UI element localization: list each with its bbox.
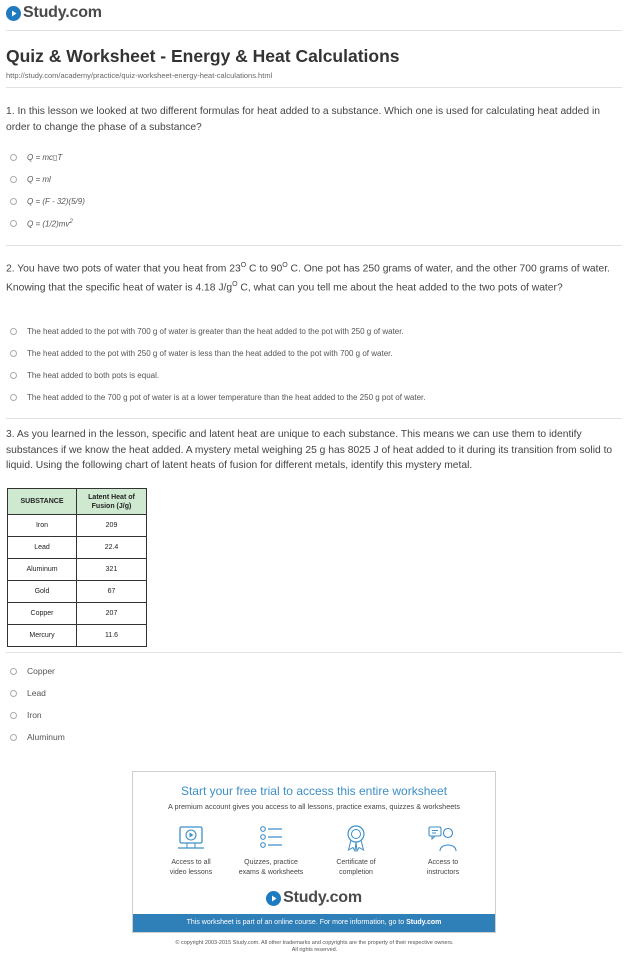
logo-text: Study.com (23, 4, 102, 21)
table-cell: Aluminum (8, 559, 77, 581)
latent-heat-table (7, 488, 147, 647)
feature-label (403, 858, 483, 877)
radio-button[interactable] (10, 712, 17, 719)
radio-button[interactable] (10, 198, 17, 205)
question-2-option-3[interactable] (10, 371, 159, 380)
question-3-text: 3. As you learned in the lesson, specific and latent heat are unique to each substance. This means we can use them to identify substances if we know the heat added. A mystery metal weighing 25 g has 8025 J of heat added to it during its transition from solid to liquid. Using the following chart of latent heats of fusion for different metals, identify this mystery metal. (6, 429, 613, 471)
feature-line: Quizzes, practice (244, 859, 298, 866)
question-1-option-1[interactable] (10, 153, 62, 162)
divider (6, 245, 622, 246)
table-cell: 321 (77, 559, 147, 581)
logo-text: Study.com (283, 889, 362, 906)
question-2-text (6, 258, 618, 296)
divider (6, 652, 622, 653)
table-cell: Copper (8, 603, 77, 625)
table-header-row (8, 489, 147, 515)
option-label: Lead (27, 688, 46, 698)
table-cell: Lead (8, 537, 77, 559)
table-cell: 209 (77, 515, 147, 537)
divider (6, 87, 622, 88)
option-label: The heat added to the 700 g pot of water is at a lower temperature than the heat added to the 250 g pot of water. (27, 393, 426, 402)
feature-label (151, 858, 231, 877)
question-3-option-3[interactable] (10, 710, 42, 720)
study-link[interactable]: Study.com (406, 919, 442, 926)
play-icon (6, 6, 21, 21)
table-row (8, 603, 147, 625)
free-trial-promo (132, 771, 496, 933)
page-url: http://study.com/academy/practice/quiz-worksheet-energy-heat-calculations.html (6, 71, 273, 80)
feature-label (231, 858, 311, 877)
table-cell: 11.6 (77, 625, 147, 647)
table-cell: Mercury (8, 625, 77, 647)
table-row (8, 537, 147, 559)
degree-symbol: O (240, 262, 247, 269)
degree-symbol: O (232, 280, 238, 288)
radio-button[interactable] (10, 690, 17, 697)
radio-button[interactable] (10, 176, 17, 183)
certificate-icon (341, 824, 371, 852)
feature-line: exams & worksheets (238, 868, 304, 876)
video-lessons-icon (176, 824, 206, 852)
promo-info-bar (133, 914, 495, 932)
option-label: The heat added to the pot with 250 g of water is less than the heat added to the pot with 700 g of water. (27, 349, 393, 358)
feature-instructors (403, 824, 483, 877)
radio-button[interactable] (10, 372, 17, 379)
question-2-part: C to 90 (246, 263, 283, 275)
promo-bar-text: This worksheet is part of an online course. For more information, go to (186, 919, 407, 926)
radio-button[interactable] (10, 394, 17, 401)
table-cell: Gold (8, 581, 77, 603)
instructors-icon (428, 824, 458, 852)
table-cell: 67 (77, 581, 147, 603)
table-header: Latent Heat of Fusion (J/g) (77, 489, 147, 515)
table-cell: 207 (77, 603, 147, 625)
feature-line: Access to all (171, 859, 211, 866)
rights-line: All rights reserved. (291, 947, 338, 953)
table-row (8, 625, 147, 647)
option-label: Q = (F - 32)(5/9) (27, 197, 85, 206)
radio-button[interactable] (10, 220, 17, 227)
radio-button[interactable] (10, 154, 17, 161)
feature-quizzes (231, 824, 311, 877)
promo-logo[interactable] (133, 889, 495, 907)
radio-button[interactable] (10, 350, 17, 357)
feature-certificate (316, 824, 396, 877)
table-cell: 22.4 (77, 537, 147, 559)
option-label: Q = ml (27, 175, 51, 184)
option-label: Copper (27, 666, 55, 676)
question-2-option-2[interactable] (10, 349, 393, 358)
feature-video-lessons (151, 824, 231, 877)
question-3-option-4[interactable] (10, 732, 65, 742)
degree-symbol: O (282, 262, 288, 269)
option-label: Q = mc▯T (27, 153, 63, 162)
table-row (8, 581, 147, 603)
play-icon (266, 891, 281, 906)
question-1-option-4[interactable] (10, 219, 73, 229)
copyright-line: © copyright 2003-2015 Study.com. All other trademarks and copyrights are the property of their respective owners. (175, 940, 454, 946)
question-1-option-3[interactable] (10, 197, 85, 206)
table-row (8, 515, 147, 537)
question-2-part: C, what can you tell me about the heat added to the two pots of water? (237, 282, 563, 294)
header-divider (6, 30, 622, 31)
table-header: SUBSTANCE (8, 489, 77, 515)
radio-button[interactable] (10, 734, 17, 741)
exponent: 2 (69, 219, 73, 225)
feature-line: completion (339, 868, 373, 876)
promo-title[interactable]: Start your free trial to access this entire worksheet (180, 784, 448, 798)
question-2-option-1[interactable] (10, 327, 404, 336)
promo-subtitle: A premium account gives you access to all lessons, practice exams, quizzes & worksheets (167, 802, 460, 811)
table-row (8, 559, 147, 581)
question-3-option-1[interactable] (10, 666, 55, 676)
feature-line: video lessons (169, 868, 213, 876)
feature-line: instructors (426, 868, 460, 876)
option-label: Iron (27, 710, 42, 720)
option-label-text: Q = (1/2)mv (27, 219, 70, 229)
radio-button[interactable] (10, 328, 17, 335)
copyright (0, 940, 629, 954)
feature-line: Certificate of (336, 859, 376, 866)
option-label: The heat added to both pots is equal. (27, 371, 160, 380)
feature-line: Access to (427, 859, 459, 866)
study-logo[interactable] (6, 4, 102, 22)
question-1-text: 1. In this lesson we looked at two different formulas for heat added to a substance. Which one is used for calculating heat added in order to change the phase of a substance? (6, 106, 600, 133)
quizzes-icon (256, 824, 286, 852)
divider (6, 418, 622, 419)
question-3-option-2[interactable] (10, 688, 46, 698)
radio-button[interactable] (10, 668, 17, 675)
question-1-option-2[interactable] (10, 175, 51, 184)
question-2-part: C. One pot has 250 grams of water, and the other 700 grams of water. Knowing that the specific heat of water is 4.18 J/g (6, 263, 610, 294)
question-2-option-4[interactable] (10, 393, 426, 402)
page-title: Quiz & Worksheet - Energy & Heat Calculations (6, 46, 400, 66)
question-2-part: 2. You have two pots of water that you heat from 23 (6, 263, 241, 275)
feature-label (316, 858, 396, 877)
option-label: The heat added to the pot with 700 g of water is greater than the heat added to the pot with 250 g of water. (27, 327, 404, 336)
option-label (27, 219, 73, 229)
table-cell: Iron (8, 515, 77, 537)
option-label: Aluminum (27, 732, 65, 742)
